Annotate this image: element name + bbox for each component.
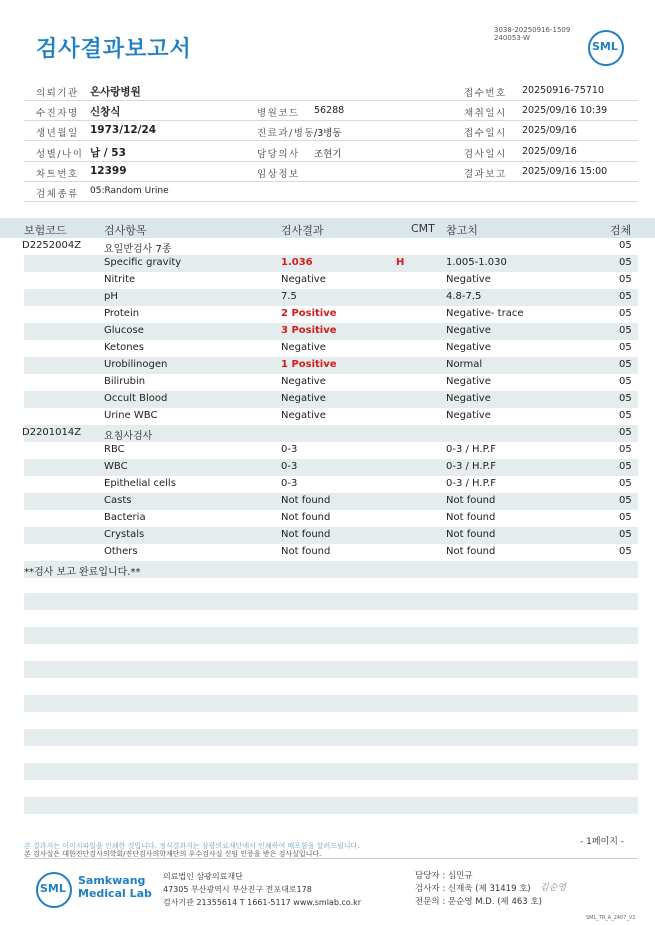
footer-divider [24, 858, 638, 859]
cell-item: Others [104, 546, 138, 557]
cell-specimen: 05 [619, 546, 632, 557]
cell-item: Nitrite [104, 274, 136, 285]
cell-specimen: 05 [619, 444, 632, 455]
info-label: 접수일시 [464, 128, 507, 139]
cell-code: D2201014Z [22, 427, 82, 438]
cell-result: Negative [281, 274, 326, 285]
doc-id-line1: 3038-20250916-1509 [494, 26, 571, 34]
info-label: 수진자명 [36, 108, 79, 119]
info-value: 온사랑병원 [90, 86, 141, 98]
table-row [24, 374, 638, 391]
footer-staff [415, 870, 542, 909]
doc-id-line2: 240053-W [494, 34, 530, 42]
footer-sml-logo [36, 872, 72, 908]
cell-result: 0-3 [281, 478, 298, 489]
cell-specimen: 05 [619, 427, 632, 438]
disclaimer-note: 본 결과지는 이미지파일을 인쇄한 것입니다. 정식결과지는 삼광의료재단에서 인쇄하여 배포함을 알려드립니다. [24, 842, 360, 850]
cell-result: 0-3 [281, 444, 298, 455]
cell-specimen: 05 [619, 478, 632, 489]
info-label: 접수번호 [464, 88, 507, 99]
empty-row-band [24, 695, 638, 712]
info-label: 진료과/병동 [257, 128, 316, 139]
cell-ref: Not found [446, 546, 496, 557]
info-label: 채취일시 [464, 108, 507, 119]
cell-specimen: 05 [619, 461, 632, 472]
cell-specimen: 05 [619, 325, 632, 336]
info-label: 임상정보 [257, 169, 300, 180]
info-value: 2025/09/16 15:00 [522, 166, 608, 177]
empty-row-band [24, 729, 638, 746]
header-ref: 참고치 [446, 224, 478, 237]
footer-address [163, 870, 361, 909]
cell-result: Negative [281, 342, 326, 353]
completion-note: **검사 보고 완료입니다.** [24, 567, 141, 578]
cell-ref: 1.005-1.030 [446, 257, 507, 268]
table-row [24, 391, 638, 408]
empty-row-band [24, 627, 638, 644]
info-label: 검사일시 [464, 149, 507, 160]
cell-item: Epithelial cells [104, 478, 176, 489]
info-value: 남 / 53 [90, 147, 126, 159]
cell-specimen: 05 [619, 376, 632, 387]
table-row [24, 510, 638, 527]
info-value: 조현기 [314, 149, 342, 160]
cell-specimen: 05 [619, 240, 632, 251]
cell-item: Casts [104, 495, 132, 506]
cell-ref: Negative [446, 274, 491, 285]
cell-specimen: 05 [619, 342, 632, 353]
cell-result: Not found [281, 546, 331, 557]
staff-line3: 전문의 : 문순영 M.D. (제 463 호) [415, 897, 542, 907]
cell-specimen: 05 [619, 359, 632, 370]
cell-result: 1 Positive [281, 359, 337, 370]
certification-note: 본 검사실은 대한진단검사의학회/진단검사의학재단의 우수검사실 신임 인증을 받은 검사실입니다. [24, 850, 322, 858]
empty-row-band [24, 797, 638, 814]
cell-result: 7.5 [281, 291, 297, 302]
info-label: 성별/나이 [36, 149, 84, 160]
cell-ref: 4.8-7.5 [446, 291, 482, 302]
info-value: 2025/09/16 10:39 [522, 105, 608, 116]
cell-item: Urine WBC [104, 410, 158, 421]
cell-item: Glucose [104, 325, 144, 336]
table-row [24, 493, 638, 510]
document-id [494, 26, 570, 42]
signature: 김순영 [540, 883, 567, 893]
table-row [24, 323, 638, 340]
cell-result: Not found [281, 529, 331, 540]
cell-ref: 0-3 / H.P.F [446, 461, 496, 472]
info-value: 1973/12/24 [90, 124, 157, 136]
cell-item: Ketones [104, 342, 144, 353]
header-result: 검사결과 [281, 224, 324, 237]
cell-item: pH [104, 291, 118, 302]
cell-ref: Negative [446, 325, 491, 336]
table-row [24, 544, 638, 561]
info-label: 결과보고 [464, 169, 507, 180]
info-value: 56288 [314, 105, 345, 116]
results-table-header [0, 218, 655, 238]
cell-item: RBC [104, 444, 125, 455]
info-label: 병원코드 [257, 108, 300, 119]
cell-ref: 0-3 / H.P.F [446, 478, 496, 489]
footer-brand [78, 874, 152, 900]
info-label: 담당의사 [257, 149, 300, 160]
cell-item: WBC [104, 461, 128, 472]
brand-line2: Medical Lab [78, 887, 152, 900]
info-row [24, 80, 638, 101]
staff-line2: 검사자 : 신재욱 (제 31419 호) [415, 884, 531, 894]
table-row [24, 306, 638, 323]
cell-result: 2 Positive [281, 308, 337, 319]
info-value: 20250916-75710 [522, 85, 605, 96]
cell-item: Occult Blood [104, 393, 168, 404]
cell-result: 0-3 [281, 461, 298, 472]
cell-item: Bilirubin [104, 376, 146, 387]
header-item: 검사항목 [104, 224, 147, 237]
table-row [24, 408, 638, 425]
form-id: SML_TR_A_2407_V1 [586, 915, 636, 921]
cell-result: Negative [281, 393, 326, 404]
cell-result: Negative [281, 410, 326, 421]
cell-result: Not found [281, 495, 331, 506]
cell-specimen: 05 [619, 274, 632, 285]
cell-item: Protein [104, 308, 140, 319]
cell-result: 3 Positive [281, 325, 337, 336]
table-row [24, 459, 638, 476]
addr-line3: 검사기관 21355614 T 1661-5117 www.smlab.co.kr [163, 898, 362, 907]
info-value: /3병동 [314, 128, 342, 139]
cell-result: Negative [281, 376, 326, 387]
cell-ref: Not found [446, 512, 496, 523]
table-row [24, 340, 638, 357]
addr-line1: 의료법인 삼광의료재단 [163, 872, 243, 881]
table-group-row [24, 425, 638, 442]
info-row [24, 120, 638, 141]
cell-ref: Negative- trace [446, 308, 524, 319]
info-value: 2025/09/16 [522, 146, 577, 157]
table-row [24, 442, 638, 459]
info-value: 신창식 [90, 106, 121, 118]
cell-result: 1.036 [281, 257, 313, 268]
info-row [24, 161, 638, 182]
cell-item: 요일반검사 7종 [104, 244, 172, 255]
info-label: 검체종류 [36, 189, 79, 200]
brand-line1: Samkwang [78, 874, 146, 887]
empty-row-band [24, 763, 638, 780]
cell-cmt: H [396, 257, 405, 268]
cell-item: Urobilinogen [104, 359, 168, 370]
cell-result: Not found [281, 512, 331, 523]
table-row [24, 289, 638, 306]
staff-line1: 담당자 : 심민규 [415, 871, 473, 881]
sml-logo [588, 30, 624, 66]
info-row [24, 181, 638, 202]
cell-specimen: 05 [619, 291, 632, 302]
table-row [24, 357, 638, 374]
cell-ref: Negative [446, 410, 491, 421]
cell-item: 요침사검사 [104, 431, 153, 442]
table-row [24, 476, 638, 493]
info-row [24, 100, 638, 121]
cell-item: Crystals [104, 529, 145, 540]
info-row [24, 141, 638, 162]
cell-ref: Not found [446, 495, 496, 506]
cell-item: Bacteria [104, 512, 146, 523]
header-specimen: 검체 [610, 224, 632, 237]
cell-code: D2252004Z [22, 240, 82, 251]
empty-row-band [24, 661, 638, 678]
footer-logo-text: SML [40, 882, 66, 895]
cell-item: Specific gravity [104, 257, 182, 268]
completion-row [24, 561, 638, 578]
info-value: 2025/09/16 [522, 125, 577, 136]
info-label: 의뢰기관 [36, 88, 79, 99]
cell-specimen: 05 [619, 529, 632, 540]
table-row [24, 255, 638, 272]
empty-row-band [24, 593, 638, 610]
cell-ref: Negative [446, 376, 491, 387]
table-row [24, 272, 638, 289]
info-label: 생년월일 [36, 128, 79, 139]
info-value: 12399 [90, 165, 127, 177]
cell-specimen: 05 [619, 257, 632, 268]
addr-line2: 47305 부산광역시 부산진구 전포대로178 [163, 885, 312, 894]
cell-ref: Normal [446, 359, 483, 370]
cell-ref: Not found [446, 529, 496, 540]
cell-ref: Negative [446, 342, 491, 353]
header-code: 보험코드 [24, 224, 67, 237]
page-title: 검사결과보고서 [36, 37, 192, 62]
table-group-row [24, 238, 638, 255]
cell-specimen: 05 [619, 495, 632, 506]
cell-specimen: 05 [619, 308, 632, 319]
table-row [24, 527, 638, 544]
page-number: - 1페이지 - [580, 837, 625, 847]
cell-ref: 0-3 / H.P.F [446, 444, 496, 455]
info-label: 차트번호 [36, 169, 79, 180]
header-cmt: CMT [411, 222, 435, 235]
cell-ref: Negative [446, 393, 491, 404]
info-value: 05:Random Urine [90, 186, 169, 196]
cell-specimen: 05 [619, 410, 632, 421]
cell-specimen: 05 [619, 393, 632, 404]
cell-specimen: 05 [619, 512, 632, 523]
logo-text: SML [592, 40, 618, 53]
